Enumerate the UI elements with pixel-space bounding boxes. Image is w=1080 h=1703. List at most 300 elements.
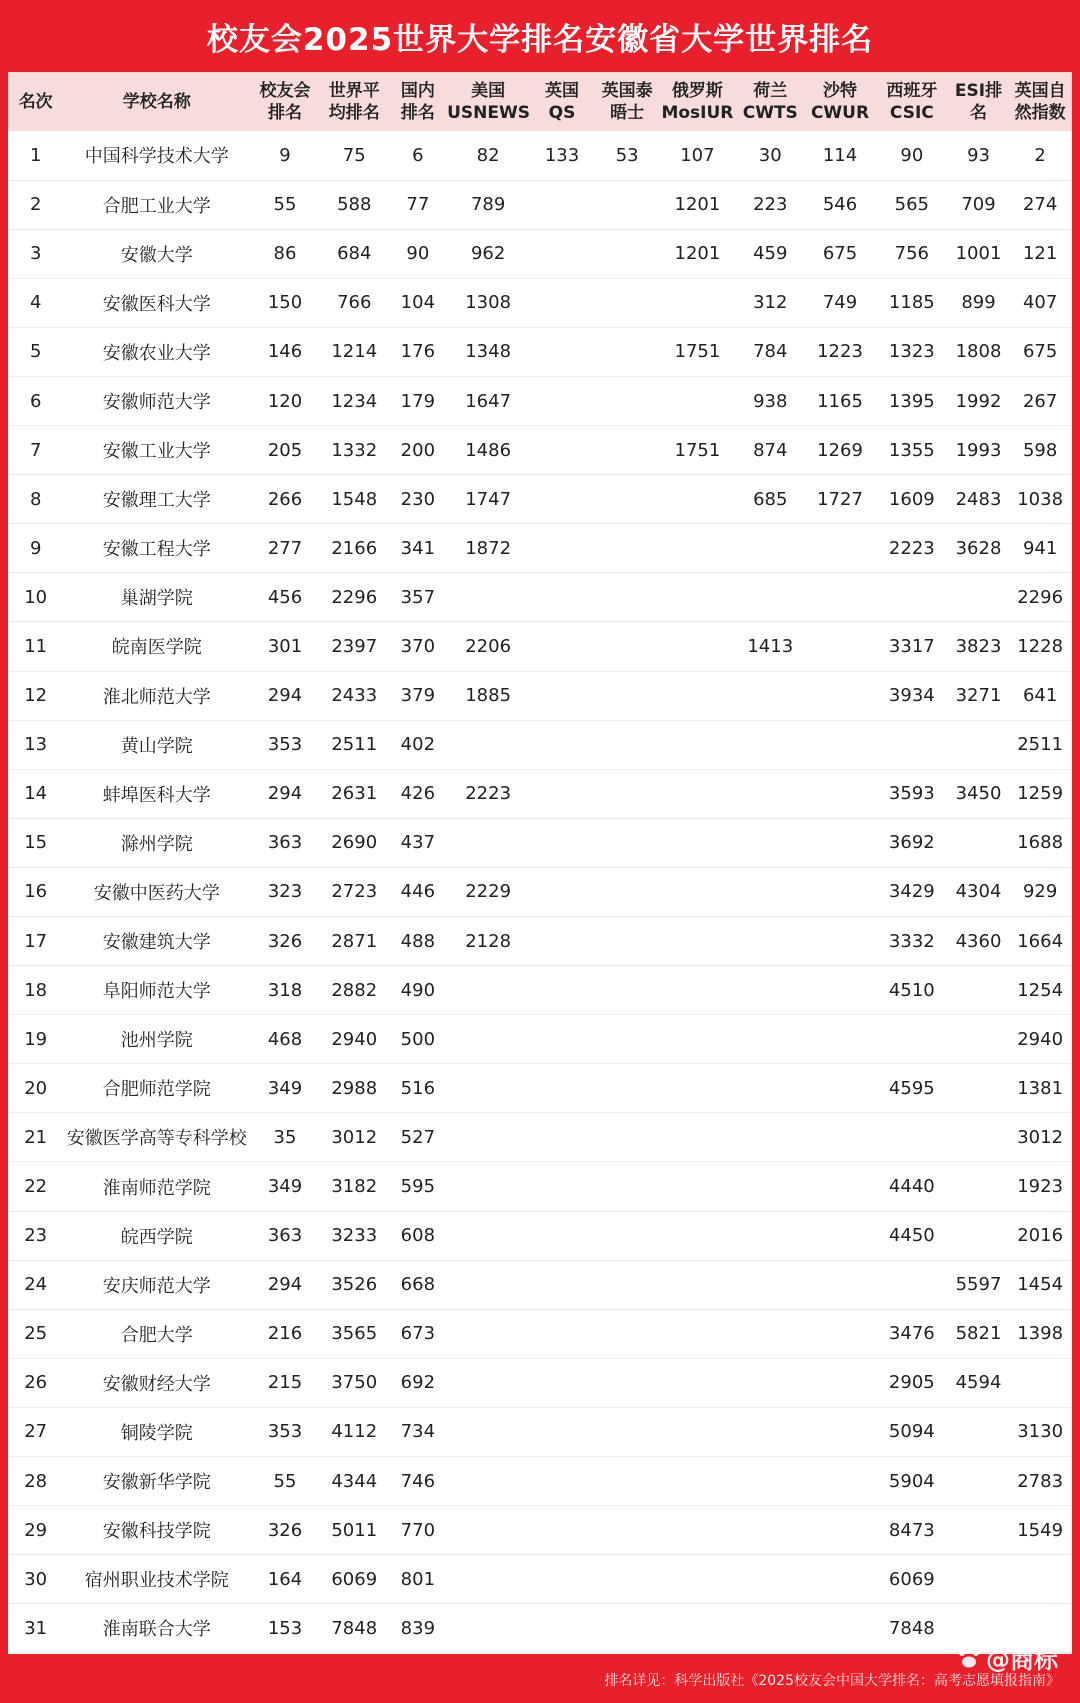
cell-usnews (447, 1506, 529, 1555)
cell-mosiur: 1201 (674, 194, 721, 216)
table-row (8, 1309, 1072, 1358)
cell-usnews (447, 1162, 529, 1211)
cell-usnews: 2206 (465, 635, 512, 657)
cell-school-name: 安徽理工大学 (102, 490, 211, 512)
source-note: 排名详见：科学出版社《2025校友会中国大学排名：高考志愿填报指南》 (604, 1673, 1060, 1689)
cell-rank: 15 (24, 832, 48, 854)
cell-nature-index: 2940 (1017, 1028, 1064, 1050)
cell-esi: 3628 (955, 537, 1002, 559)
cell-qs (529, 1211, 595, 1260)
cell-world-avg-rank: 2871 (331, 930, 378, 952)
cell-domestic-rank: 77 (406, 194, 430, 216)
header-label: 俄罗斯 (671, 80, 723, 101)
header-label: 荷兰 (753, 80, 788, 101)
cell-esi (949, 1555, 1009, 1604)
cell-nature-index (1008, 1555, 1072, 1604)
cell-rank: 8 (29, 488, 42, 510)
cell-nature-index: 1398 (1017, 1323, 1064, 1345)
cell-world-avg-rank: 588 (337, 194, 372, 216)
cell-qs (529, 376, 595, 425)
cell-esi: 709 (961, 194, 996, 216)
cell-domestic-rank: 500 (400, 1028, 436, 1050)
cell-mosiur (659, 818, 735, 867)
cell-mosiur (659, 1309, 735, 1358)
cell-nature-index: 1381 (1017, 1077, 1064, 1099)
cell-rank: 25 (24, 1323, 48, 1345)
cell-school-name: 蚌埠医科大学 (102, 784, 211, 806)
cell-mosiur (659, 1358, 735, 1407)
cell-nature-index: 641 (1022, 685, 1058, 707)
cell-qs (529, 769, 595, 818)
footer (0, 1654, 1080, 1703)
cell-cwts (735, 867, 805, 916)
cell-mosiur (659, 475, 735, 524)
cell-school-name: 安徽农业大学 (102, 342, 211, 364)
cell-times (595, 1211, 660, 1260)
cell-times (595, 1015, 660, 1064)
cell-csic: 4510 (888, 979, 935, 1001)
cell-cwts: 30 (758, 144, 782, 166)
cell-rank: 21 (24, 1126, 48, 1148)
cell-alumni-rank: 301 (267, 635, 303, 657)
cell-esi (949, 818, 1009, 867)
cell-alumni-rank: 55 (273, 194, 297, 216)
header-esi (949, 72, 1009, 131)
cell-domestic-rank: 490 (400, 979, 436, 1001)
cell-domestic-rank: 402 (400, 734, 436, 756)
cell-domestic-rank: 595 (400, 1176, 436, 1198)
cell-cwts (735, 769, 805, 818)
cell-times (595, 720, 660, 769)
cell-csic: 1185 (888, 292, 935, 314)
cell-esi: 5597 (955, 1274, 1002, 1296)
header-cwur (805, 72, 875, 131)
header-label: 排名 (268, 102, 302, 123)
cell-nature-index: 2783 (1017, 1470, 1064, 1492)
cell-school-name: 池州学院 (120, 1030, 193, 1052)
cell-mosiur (659, 1506, 735, 1555)
header-label: 国内 (400, 80, 435, 101)
cell-alumni-rank: 326 (267, 930, 303, 952)
cell-domestic-rank: 801 (400, 1568, 436, 1590)
cell-cwts (735, 1555, 805, 1604)
cell-qs (529, 180, 595, 229)
cell-times (595, 1604, 660, 1653)
cell-mosiur: 1201 (674, 243, 721, 265)
cell-esi (949, 720, 1009, 769)
cell-rank: 18 (24, 979, 48, 1001)
cell-csic: 3476 (888, 1323, 935, 1345)
header-label: 英国 (545, 80, 579, 101)
cell-world-avg-rank: 1214 (331, 341, 378, 363)
cell-domestic-rank: 370 (400, 635, 436, 657)
cell-world-avg-rank: 75 (342, 144, 366, 166)
cell-csic (875, 1113, 949, 1162)
cell-esi: 5821 (955, 1323, 1002, 1345)
cell-school-name: 合肥工业大学 (102, 195, 211, 217)
table-row (8, 671, 1072, 720)
paw-icon (956, 1647, 982, 1669)
cell-qs (529, 573, 595, 622)
cell-world-avg-rank: 2166 (331, 537, 378, 559)
table-row (8, 917, 1072, 966)
table-row (8, 966, 1072, 1015)
cell-csic: 4450 (888, 1225, 935, 1247)
table-row (8, 1358, 1072, 1407)
cell-world-avg-rank: 3182 (331, 1176, 378, 1198)
cell-rank: 30 (24, 1568, 48, 1590)
cell-world-avg-rank: 4344 (331, 1470, 378, 1492)
cell-cwur (805, 1358, 875, 1407)
table-row (8, 426, 1072, 475)
cell-cwur (805, 917, 875, 966)
cell-usnews: 1885 (465, 685, 512, 707)
cell-cwur: 1269 (817, 439, 863, 461)
cell-csic: 2223 (888, 537, 935, 559)
cell-rank: 14 (24, 783, 48, 805)
cell-rank: 10 (24, 586, 48, 608)
cell-qs (529, 867, 595, 916)
header-label: 排名 (400, 102, 435, 123)
cell-alumni-rank: 468 (267, 1028, 303, 1050)
cell-mosiur: 1751 (674, 341, 721, 363)
cell-nature-index: 1038 (1017, 488, 1064, 510)
cell-csic (875, 573, 949, 622)
cell-cwur (805, 867, 875, 916)
cell-esi: 4594 (955, 1372, 1002, 1394)
table-row (8, 1604, 1072, 1653)
cell-world-avg-rank: 2940 (331, 1028, 378, 1050)
cell-world-avg-rank: 2631 (331, 783, 378, 805)
cell-domestic-rank: 734 (400, 1421, 436, 1443)
cell-domestic-rank: 379 (400, 685, 436, 707)
header-label: CSIC (889, 102, 934, 123)
cell-rank: 20 (24, 1077, 48, 1099)
cell-cwts (735, 966, 805, 1015)
cell-rank: 1 (29, 144, 42, 166)
cell-times (595, 426, 660, 475)
cell-cwur (805, 769, 875, 818)
cell-world-avg-rank: 2397 (331, 635, 378, 657)
header-times (595, 72, 660, 131)
cell-cwts (735, 1604, 805, 1653)
cell-cwur: 1223 (817, 341, 863, 363)
cell-domestic-rank: 357 (400, 586, 436, 608)
table-row (8, 573, 1072, 622)
cell-nature-index: 407 (1022, 292, 1058, 314)
cell-csic: 3429 (888, 881, 935, 903)
cell-esi: 2483 (955, 488, 1002, 510)
cell-esi (949, 1162, 1009, 1211)
cell-usnews: 1747 (465, 488, 512, 510)
cell-domestic-rank: 426 (400, 783, 436, 805)
cell-world-avg-rank: 2723 (331, 881, 378, 903)
header-label: CWUR (810, 102, 870, 123)
header-alumni-rank (250, 72, 320, 131)
cell-usnews (447, 1457, 529, 1506)
cell-alumni-rank: 55 (273, 1470, 297, 1492)
cell-rank: 22 (24, 1176, 48, 1198)
cell-mosiur (659, 1211, 735, 1260)
cell-csic: 6069 (888, 1568, 935, 1590)
header-label: 英国自 (1014, 80, 1066, 101)
cell-rank: 24 (24, 1274, 48, 1296)
cell-esi: 3823 (955, 635, 1002, 657)
cell-school-name: 安徽工程大学 (102, 539, 211, 561)
cell-csic: 8473 (888, 1519, 935, 1541)
cell-usnews: 1348 (465, 341, 512, 363)
cell-rank: 28 (24, 1470, 48, 1492)
cell-csic: 90 (900, 144, 924, 166)
cell-usnews (447, 1358, 529, 1407)
cell-cwur: 749 (822, 292, 858, 314)
cell-school-name: 安徽医科大学 (102, 293, 211, 315)
cell-qs (529, 818, 595, 867)
table-row (8, 622, 1072, 671)
cell-alumni-rank: 205 (267, 439, 303, 461)
cell-domestic-rank: 230 (400, 488, 436, 510)
header-label: USNEWS (447, 102, 530, 123)
ranking-table-container (8, 72, 1072, 1654)
table-body (8, 131, 1072, 1653)
cell-usnews (447, 1260, 529, 1309)
cell-domestic-rank: 608 (400, 1225, 436, 1247)
cell-times (595, 1457, 660, 1506)
cell-rank: 7 (29, 439, 42, 461)
cell-alumni-rank: 353 (267, 1421, 303, 1443)
cell-esi: 4304 (955, 881, 1002, 903)
cell-nature-index: 1923 (1017, 1176, 1064, 1198)
cell-school-name: 皖南医学院 (111, 637, 202, 659)
cell-world-avg-rank: 6069 (331, 1568, 378, 1590)
cell-usnews (447, 720, 529, 769)
cell-csic: 7848 (888, 1617, 935, 1639)
cell-alumni-rank: 323 (267, 881, 303, 903)
cell-rank: 26 (24, 1372, 48, 1394)
cell-nature-index: 2016 (1017, 1225, 1064, 1247)
cell-school-name: 安徽医学高等专科学校 (66, 1128, 247, 1150)
cell-world-avg-rank: 1332 (331, 439, 378, 461)
cell-world-avg-rank: 3012 (331, 1126, 378, 1148)
cell-cwts (735, 720, 805, 769)
header-school-name (63, 72, 250, 131)
cell-usnews (447, 1064, 529, 1113)
cell-mosiur (659, 966, 735, 1015)
header-domestic-rank (389, 72, 447, 131)
cell-school-name: 安徽工业大学 (102, 441, 211, 463)
header-label: MosIUR (661, 102, 734, 123)
cell-nature-index: 1254 (1017, 979, 1064, 1001)
table-row (8, 524, 1072, 573)
cell-rank: 9 (29, 537, 42, 559)
cell-world-avg-rank: 684 (337, 243, 372, 265)
cell-times (595, 769, 660, 818)
cell-mosiur (659, 573, 735, 622)
cell-alumni-rank: 35 (273, 1126, 297, 1148)
cell-cwts (735, 1407, 805, 1456)
cell-mosiur (659, 1015, 735, 1064)
cell-qs: 133 (544, 144, 580, 166)
cell-cwts (735, 1015, 805, 1064)
cell-mosiur (659, 1555, 735, 1604)
cell-world-avg-rank: 2882 (331, 979, 378, 1001)
cell-alumni-rank: 150 (267, 292, 303, 314)
cell-world-avg-rank: 3750 (331, 1372, 378, 1394)
cell-qs (529, 1555, 595, 1604)
cell-cwts (735, 1162, 805, 1211)
cell-cwur (805, 524, 875, 573)
cell-school-name: 淮南师范学院 (102, 1177, 211, 1199)
cell-alumni-rank: 349 (267, 1176, 303, 1198)
cell-esi (949, 1113, 1009, 1162)
cell-school-name: 安徽财经大学 (102, 1373, 211, 1395)
header-label: 然指数 (1014, 102, 1066, 123)
cell-rank: 31 (24, 1617, 48, 1639)
cell-cwts (735, 1358, 805, 1407)
cell-times (595, 475, 660, 524)
cell-mosiur: 107 (680, 144, 715, 166)
header-world-avg-rank (320, 72, 389, 131)
cell-qs (529, 1064, 595, 1113)
cell-mosiur (659, 1260, 735, 1309)
cell-alumni-rank: 294 (267, 685, 303, 707)
header-label: 校友会 (259, 80, 311, 101)
cell-usnews: 2128 (465, 930, 512, 952)
cell-esi: 3450 (955, 783, 1002, 805)
cell-cwts (735, 1064, 805, 1113)
cell-usnews: 2223 (465, 783, 512, 805)
cell-times (595, 376, 660, 425)
cell-world-avg-rank: 5011 (331, 1519, 378, 1541)
cell-usnews (447, 1407, 529, 1456)
cell-rank: 16 (24, 881, 48, 903)
cell-world-avg-rank: 2988 (331, 1077, 378, 1099)
table-row (8, 475, 1072, 524)
cell-cwur (805, 1113, 875, 1162)
cell-esi (949, 1064, 1009, 1113)
cell-cwts (735, 1457, 805, 1506)
cell-rank: 2 (29, 194, 42, 216)
cell-qs (529, 917, 595, 966)
cell-cwur (805, 1604, 875, 1653)
cell-qs (529, 1604, 595, 1653)
cell-school-name: 安庆师范大学 (102, 1275, 211, 1297)
cell-csic: 1355 (888, 439, 935, 461)
table-row (8, 1457, 1072, 1506)
cell-esi: 4360 (955, 930, 1002, 952)
cell-qs (529, 671, 595, 720)
cell-cwur (805, 1064, 875, 1113)
cell-world-avg-rank: 2690 (331, 832, 378, 854)
cell-school-name: 安徽师范大学 (102, 392, 211, 414)
cell-times (595, 278, 660, 327)
cell-cwts: 459 (753, 243, 788, 265)
cell-usnews (447, 573, 529, 622)
cell-domestic-rank: 839 (400, 1617, 436, 1639)
header-label: 均排名 (328, 102, 380, 123)
cell-qs (529, 1113, 595, 1162)
cell-nature-index: 2511 (1017, 734, 1064, 756)
table-row (8, 769, 1072, 818)
cell-qs (529, 524, 595, 573)
cell-domestic-rank: 200 (400, 439, 436, 461)
table-row (8, 867, 1072, 916)
cell-qs (529, 1260, 595, 1309)
table-row (8, 180, 1072, 229)
cell-nature-index: 1688 (1017, 832, 1064, 854)
cell-mosiur (659, 1162, 735, 1211)
cell-alumni-rank: 215 (267, 1372, 303, 1394)
cell-qs (529, 475, 595, 524)
cell-csic: 3593 (888, 783, 935, 805)
cell-times (595, 622, 660, 671)
cell-cwts: 312 (753, 292, 788, 314)
cell-csic: 565 (894, 194, 930, 216)
cell-esi (949, 1211, 1009, 1260)
cell-domestic-rank: 341 (400, 537, 436, 559)
table-row (8, 1162, 1072, 1211)
cell-esi: 1001 (955, 243, 1002, 265)
cell-times (595, 229, 660, 278)
cell-cwur (805, 720, 875, 769)
cell-usnews (447, 1309, 529, 1358)
cell-domestic-rank: 437 (400, 832, 436, 854)
cell-times (595, 818, 660, 867)
cell-cwur: 546 (822, 194, 858, 216)
cell-qs (529, 426, 595, 475)
cell-csic: 2905 (888, 1372, 935, 1394)
cell-cwur (805, 1506, 875, 1555)
cell-csic: 3332 (888, 930, 935, 952)
table-row (8, 278, 1072, 327)
cell-cwts (735, 917, 805, 966)
cell-times (595, 917, 660, 966)
cell-domestic-rank: 446 (400, 881, 436, 903)
cell-times (595, 1555, 660, 1604)
cell-cwts: 938 (753, 390, 788, 412)
cell-qs (529, 327, 595, 376)
cell-csic (875, 720, 949, 769)
cell-nature-index: 941 (1022, 537, 1058, 559)
table-row (8, 1064, 1072, 1113)
header-rank (8, 72, 63, 131)
cell-usnews: 962 (470, 243, 506, 265)
cell-world-avg-rank: 2433 (331, 685, 378, 707)
cell-times (595, 1064, 660, 1113)
cell-school-name: 滁州学院 (120, 833, 193, 855)
cell-times (595, 1407, 660, 1456)
cell-mosiur (659, 720, 735, 769)
cell-alumni-rank: 456 (267, 586, 303, 608)
cell-world-avg-rank: 7848 (331, 1617, 378, 1639)
cell-esi (949, 573, 1009, 622)
cell-nature-index: 274 (1022, 194, 1058, 216)
cell-esi: 3271 (955, 685, 1002, 707)
cell-csic: 5094 (888, 1421, 935, 1443)
cell-cwur (805, 1309, 875, 1358)
header-label: CWTS (742, 102, 798, 123)
cell-usnews (447, 1211, 529, 1260)
cell-domestic-rank: 104 (400, 292, 436, 314)
cell-cwur (805, 818, 875, 867)
cell-domestic-rank: 516 (400, 1077, 436, 1099)
cell-mosiur (659, 671, 735, 720)
cell-cwur (805, 1407, 875, 1456)
cell-domestic-rank: 673 (400, 1323, 436, 1345)
header-csic (875, 72, 949, 131)
cell-domestic-rank: 488 (400, 930, 436, 952)
cell-cwts: 874 (753, 439, 788, 461)
